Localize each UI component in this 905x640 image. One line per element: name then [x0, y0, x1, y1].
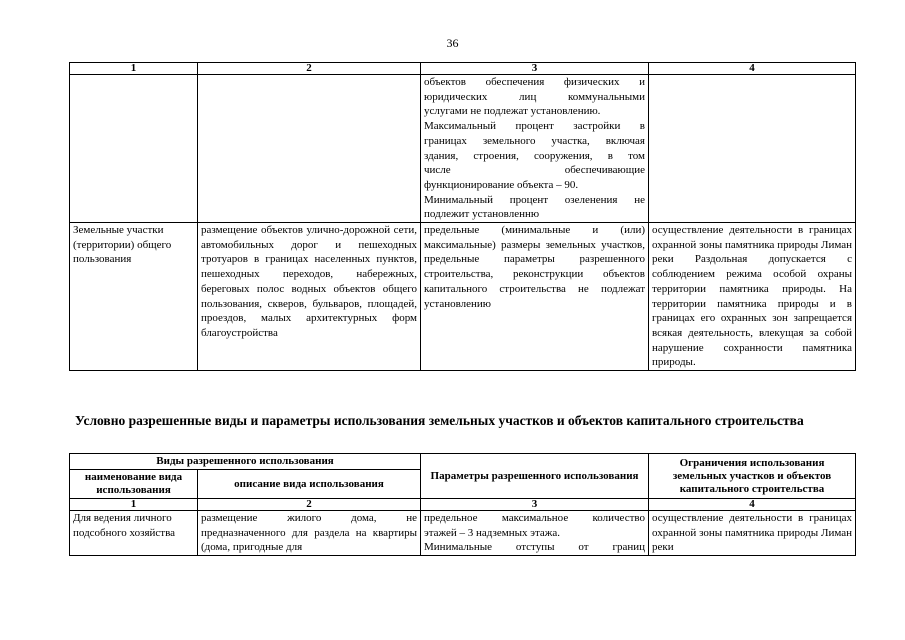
header-sub-desc: описание вида использования: [198, 470, 421, 499]
page-number: 36: [446, 36, 459, 50]
column-number: 2: [198, 499, 421, 511]
header-limits: Ограничения использования земельных участков и объектов капитального строительства: [649, 454, 856, 499]
table-row: [70, 511, 856, 556]
text-line: услугами не подлежат установлению.: [424, 105, 601, 118]
name-cell: Земельные участки (территории) общего пользования: [70, 223, 198, 371]
header-row: [70, 454, 856, 470]
description-cell: [198, 75, 421, 223]
column-number-row: [70, 499, 856, 511]
text-line: числе обеспечивающие: [424, 164, 645, 177]
text-line: подлежит установленню: [424, 208, 540, 221]
text-line: объектов обеспечения физических и: [424, 76, 645, 88]
parameters-cell: предельные (минимальные и (или) максимальные) размеры земельных участков, предельные параметры разрешенного строительства, реконструкции объектов капитального строительства не подлежат установлению: [421, 223, 649, 371]
name-cell: [70, 75, 198, 223]
column-number: 3: [421, 499, 649, 511]
zoning-table-continued: [69, 62, 856, 371]
text-line: функционирование объекта – 90.: [424, 178, 579, 191]
restrictions-cell: [649, 75, 856, 223]
text-line: этажей – 3 надземных этажа.: [424, 526, 561, 539]
text-line: Максимальный процент застройки в: [424, 120, 645, 133]
table-row: [70, 75, 856, 223]
column-number: 4: [649, 63, 856, 75]
text-line: предельное максимальное количество: [424, 512, 646, 524]
conditional-use-table: [69, 453, 856, 556]
description-cell: размещение объектов улично-дорожной сети, автомобильных дорог и пешеходных тротуаров в границах населенных пунктов, пешеходных переходов, набережных, береговых полос водных объектов общего пользования, скверов, бульваров, площадей, проездов, малых архитектурных форм благоустройства: [198, 223, 421, 371]
column-number: 1: [70, 499, 198, 511]
text-line: Минимальные отступы от границ: [424, 541, 646, 554]
parameters-cell: [421, 75, 649, 223]
text-line: здания, строения, сооружения, в том: [424, 149, 645, 162]
table-row: [70, 223, 856, 371]
restrictions-cell: осуществление деятельности в границах охранной зоны памятника природы Лиман реки: [649, 511, 856, 556]
column-number: 1: [70, 63, 198, 75]
description-cell: размещение жилого дома, не предназначенного для раздела на квартиры (дома, пригодные для: [198, 511, 421, 556]
name-cell: Для ведения личного подсобного хозяйства: [70, 511, 198, 556]
section-title: Условно разрешенные виды и параметры использования земельных участков и объектов капитального строительства: [75, 413, 804, 428]
restrictions-cell: осуществление деятельности в границах охранной зоны памятника природы Лиман реки Раздольная допускается с соблюдением режима особой охраны территории памятника природы. На территории памятника природы и в границах его охранных зон запрещается всякая деятельность, влекущая за собой нарушение сохранности памятника природы.: [649, 223, 856, 371]
column-number: 4: [649, 499, 856, 511]
text-line: юридических лиц коммунальными: [424, 90, 645, 103]
text-line: границах земельного участка, включая: [424, 134, 645, 147]
column-number-row: [70, 63, 856, 75]
column-number: 3: [421, 63, 649, 75]
header-params: Параметры разрешенного использования: [421, 454, 649, 499]
parameters-cell: [421, 511, 649, 556]
column-number: 2: [198, 63, 421, 75]
header-group: Виды разрешенного использования: [70, 454, 421, 470]
header-sub-name: наименование вида использования: [70, 470, 198, 499]
text-line: Минимальный процент озеленения не: [424, 193, 645, 206]
